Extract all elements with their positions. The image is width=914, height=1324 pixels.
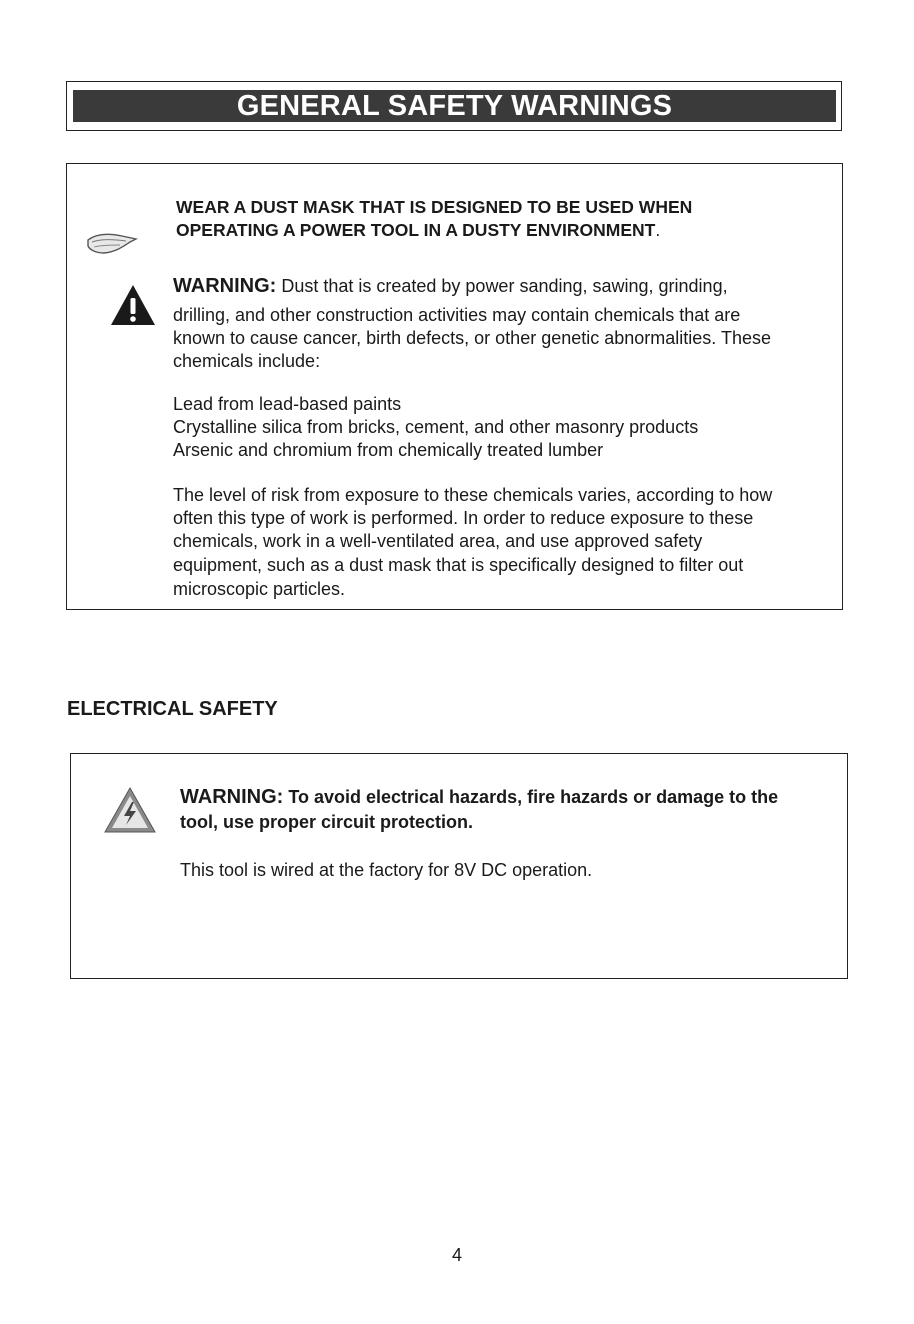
dust-warning-line: drilling, and other construction activities may contain chemicals that are	[173, 305, 741, 325]
mask-notice-line-2	[176, 219, 660, 242]
mask-notice-line-1: WEAR A DUST MASK THAT IS DESIGNED TO BE USED WHEN	[176, 197, 693, 217]
dust-warning-first-line	[173, 275, 728, 298]
chemical-list-item: Lead from lead-based paints	[173, 394, 402, 414]
dust-warning-line: chemicals include:	[173, 351, 321, 371]
mask-notice-line-2-text: OPERATING A POWER TOOL IN A DUSTY ENVIRONMENT	[176, 220, 656, 240]
warning-triangle-icon	[110, 284, 156, 326]
risk-paragraph-line: chemicals, work in a well-ventilated area, and use approved safety	[173, 531, 703, 551]
electrical-warning-first-line	[180, 786, 778, 809]
risk-paragraph-line: The level of risk from exposure to these chemicals varies, according to how	[173, 485, 773, 505]
risk-paragraph-line: often this type of work is performed. In order to reduce exposure to these	[173, 508, 754, 528]
chemical-list-item: Arsenic and chromium from chemically treated lumber	[173, 440, 604, 460]
electrical-warning-intro: To avoid electrical hazards, fire hazards or damage to the	[283, 787, 779, 807]
electric-shock-warning-icon	[103, 786, 157, 834]
electrical-warning-label: WARNING:	[180, 786, 284, 808]
chemical-list-item: Crystalline silica from bricks, cement, and other masonry products	[173, 417, 699, 437]
mask-notice-period: .	[655, 220, 661, 240]
dust-warning-intro: Dust that is created by power sanding, sawing, grinding,	[276, 276, 728, 296]
dust-warning-line: known to cause cancer, birth defects, or other genetic abnormalities. These	[173, 328, 771, 348]
page-title: GENERAL SAFETY WARNINGS	[73, 90, 836, 122]
header-frame	[66, 81, 842, 131]
risk-paragraph-line: equipment, such as a dust mask that is specifically designed to filter out	[173, 555, 744, 575]
section-title-electrical-safety: ELECTRICAL SAFETY	[67, 698, 278, 720]
dust-warning-label: WARNING:	[173, 275, 277, 297]
electrical-warning-second-line: tool, use proper circuit protection.	[180, 812, 474, 832]
risk-paragraph-line: microscopic particles.	[173, 579, 346, 599]
dust-mask-icon	[86, 230, 138, 256]
electrical-note: This tool is wired at the factory for 8V DC operation.	[180, 860, 593, 880]
page-number: 4	[451, 1245, 462, 1265]
